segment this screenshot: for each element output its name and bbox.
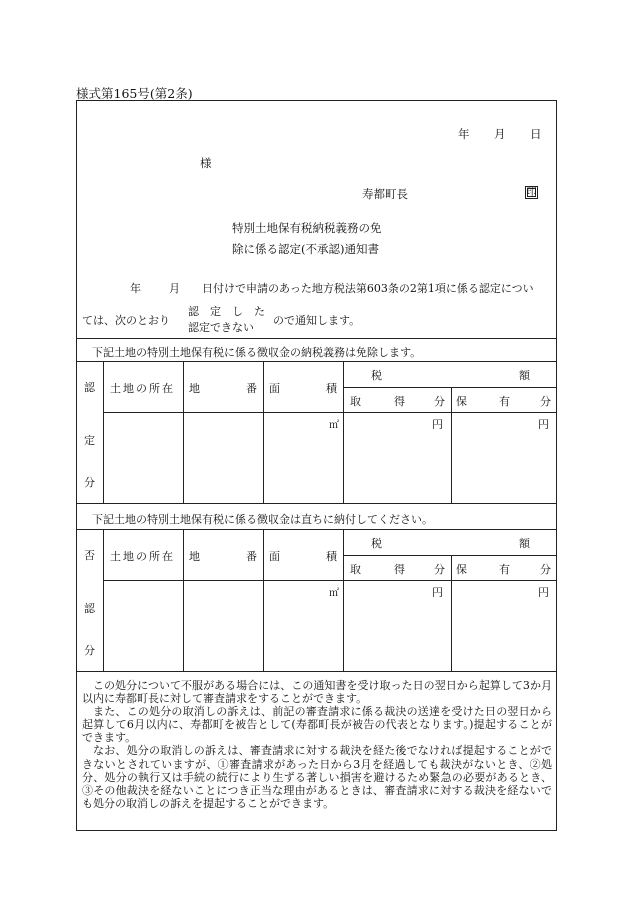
denied-col-lot-b: 番 [246,550,257,563]
denied-col-hold-a: 保 [456,563,467,576]
approved-col-tax-b: 額 [519,369,530,382]
denied-col-area-a: 面 [269,550,280,563]
approved-col-hold-b: 有 [499,395,510,408]
denied-col-area-b: 積 [326,550,337,563]
denied-col-tax-a: 税 [371,537,382,550]
approved-side-label-1: 認 [84,381,95,394]
title-line-1: 特別土地保有税納税義務の免 [232,221,382,235]
approved-unit-acq: 円 [432,418,443,431]
approved-unit-area: ㎡ [329,420,339,431]
denied-col-hold-b: 有 [499,563,510,576]
body-prefix: ては、次のとおり [82,314,170,327]
denied-col-acq-c: 分 [434,563,445,576]
approved-side-label-2: 定 [84,434,95,447]
denied-col-tax-b: 額 [519,537,530,550]
addressee-suffix: 様 [200,156,212,170]
denied-unit-area: ㎡ [329,588,339,599]
approved-col-acq-b: 得 [394,395,405,408]
body-suffix: ので通知します。 [273,314,361,327]
body-month-label: 月 [169,282,180,295]
approved-col-acq-c: 分 [434,395,445,408]
denied-col-lot-a: 地 [189,550,200,563]
option-approved: 認 定 し た [188,305,265,318]
approved-notice: 下記土地の特別土地保有税に係る徴収金の納税義務は免除します。 [92,346,422,359]
approved-col-tax-a: 税 [371,369,382,382]
date-day-label: 日 [530,127,542,141]
denied-side-label-2: 認 [84,602,95,615]
approved-col-lot-a: 地 [189,382,200,395]
approved-col-acq-a: 取 [350,395,361,408]
denied-unit-acq: 円 [432,586,443,599]
approved-col-area-a: 面 [269,382,280,395]
note-paragraph-2: また、この処分の取消しの訴えは、前記の審査請求に係る裁決の送達を受けた日の翌日から起算して6月以内に、寿都町を被告として(寿都町長が被告の代表となります。)提起することができます。 [82,705,552,745]
title-line-2: 除に係る認定(不承認)通知書 [232,242,379,256]
date-month-label: 月 [494,127,506,141]
option-denied: 認定できない [188,321,254,334]
note-paragraph-3: なお、処分の取消しの訴えは、審査請求に対する裁決を経た後でなければ提起することができないとされていますが、①審査請求があった日から3月を経過しても裁決がないとき、②処分、処分の執行又は手続の続行により生ずる著しい損害を避けるため緊急の必要があるとき、③その他裁決を経ないことにつき正当な理由があるときは、審査請求に対する裁決を経ないでも処分の取消しの訴えを提起することができます。 [82,744,552,810]
denied-col-acq-b: 得 [394,563,405,576]
body-year-label: 年 [130,282,141,295]
approved-col-hold-c: 分 [540,395,551,408]
approved-unit-hold: 円 [538,418,549,431]
form-id: 様式第165号(第2条) [76,86,193,101]
seal-mark: 印 [526,187,537,198]
approved-side-label-3: 分 [84,476,95,489]
denied-col-location: 土地の所在 [110,550,175,563]
denied-notice: 下記土地の特別土地保有税に係る徴収金は直ちに納付してください。 [92,513,433,526]
approved-col-area-b: 積 [326,382,337,395]
note-paragraph-1: この処分について不服がある場合には、この通知書を受け取った日の翌日から起算して3か月以内に寿都町長に対して審査請求をすることができます。 [82,679,552,706]
approved-col-hold-a: 保 [456,395,467,408]
denied-col-acq-a: 取 [350,563,361,576]
denied-side-label-1: 否 [84,549,95,562]
approved-col-location: 土地の所在 [110,382,175,395]
issuer-name: 寿都町長 [362,187,408,201]
denied-side-label-3: 分 [84,644,95,657]
denied-col-hold-c: 分 [540,563,551,576]
body-line-1: 日付けで申請のあった地方税法第603条の2第1項に係る認定につい [202,282,534,295]
date-year-label: 年 [458,127,470,141]
notes-block [82,679,552,810]
denied-unit-hold: 円 [538,586,549,599]
approved-col-lot-b: 番 [246,382,257,395]
